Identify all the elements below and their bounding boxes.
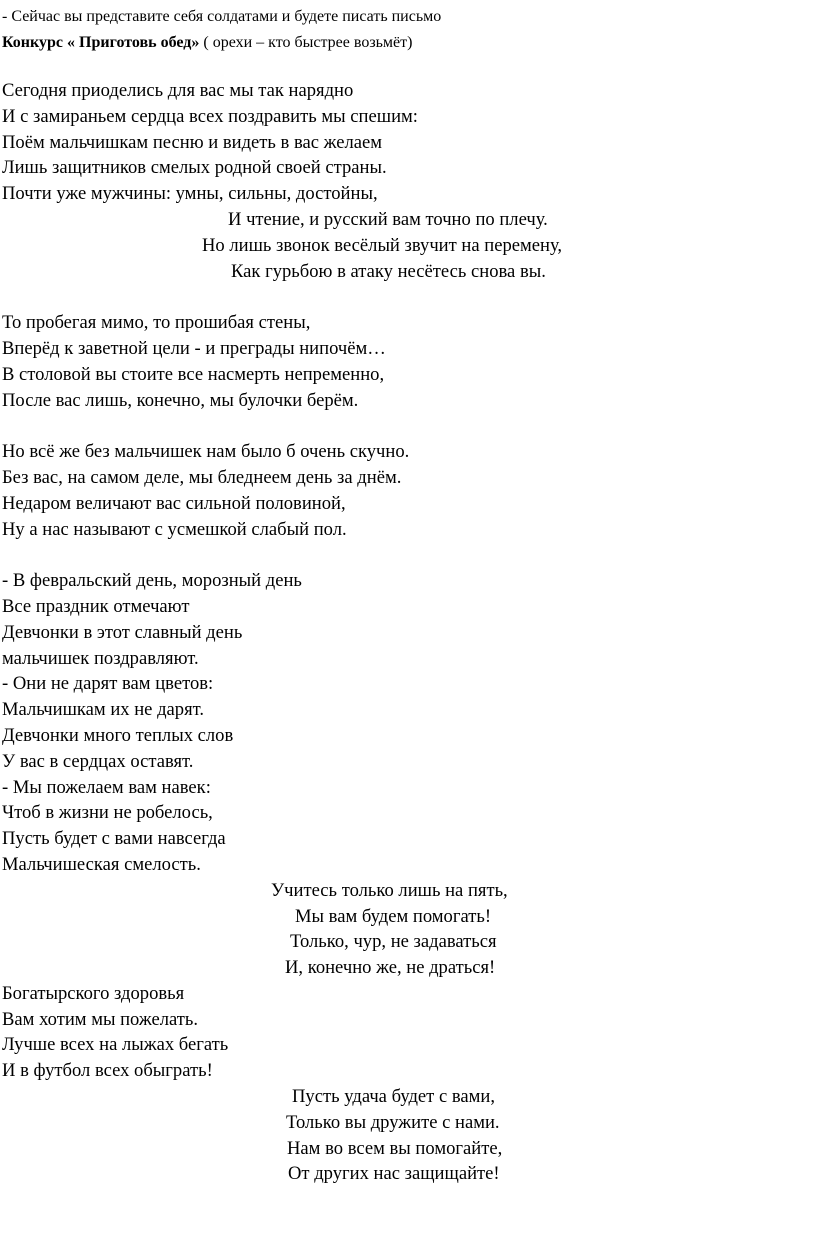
poem-line: Вперёд к заветной цели - и преграды нипочём… [2,337,386,359]
poem-line: У вас в сердцах оставят. [2,750,194,772]
contest-note: ( орехи – кто быстрее возьмёт) [199,34,413,51]
poem-line: Пусть удача будет с вами, [292,1086,495,1108]
poem-line: После вас лишь, конечно, мы булочки берём. [2,389,359,411]
poem-line: Но лишь звонок весёлый звучит на перемену, [202,234,563,256]
poem-line: Мы вам будем помогать! [295,905,492,927]
poem-line: Чтоб в жизни не робелось, [2,802,213,824]
poem-line: мальчишек поздравляют. [2,647,199,669]
poem-line: То пробегая мимо, то прошибая стены, [2,312,311,334]
stanza-gap [2,413,812,439]
poem-line: Но всё же без мальчишек нам было б очень скучно. [2,441,410,463]
intro-instruction: - Сейчас вы представите себя солдатами и будете писать письмо [2,8,442,25]
poem-line: Как гурьбою в атаку несётесь снова вы. [231,260,546,282]
contest-line [2,33,412,53]
poem-line: Мальчишкам их не дарят. [2,699,205,721]
poem-line: И, конечно же, не драться! [285,957,496,979]
poem-line: И с замираньем сердца всех поздравить мы спешим: [2,105,418,127]
stanza-4 [2,568,812,1187]
poem-line: Поём мальчишкам песню и видеть в вас желаем [2,131,383,153]
stanza-gap [2,542,812,568]
stanza-gap [2,284,812,310]
poem-line: - В февральский день, морозный день [2,570,302,592]
poem-line: Все праздник отмечают [2,595,190,617]
poem-line: Учитесь только лишь на пять, [271,879,508,901]
poem-line: Девчонки много теплых слов [2,724,234,746]
poem-line: От других нас защищайте! [288,1163,500,1185]
poem-line: Недаром величают вас сильной половиной, [2,492,346,514]
poem-line: Пусть будет с вами навсегда [2,828,226,850]
poem-line: Лучше всех на лыжах бегать [2,1034,229,1056]
poem-line: Мальчишеская смелость. [2,853,201,875]
poem-line: Почти уже мужчины: умны, сильны, достойны, [2,183,378,205]
poem-line: Без вас, на самом деле, мы бледнеем день за днём. [2,466,402,488]
poem-line: Лишь защитников смелых родной своей страны. [2,157,387,179]
poem-line: Только вы дружите с нами. [286,1111,500,1133]
contest-title: Конкурс « Приготовь обед» [2,34,200,51]
stanza-3 [2,439,812,542]
poem-line: И в футбол всех обыграть! [2,1060,213,1082]
poem-line: Вам хотим мы пожелать. [2,1008,199,1030]
poem-line: В столовой вы стоите все насмерть непременно, [2,363,385,385]
stanza-1 [2,78,812,284]
poem-line: Сегодня приоделись для вас мы так нарядно [2,80,354,101]
poem-line: - Мы пожелаем вам навек: [2,776,211,798]
poem-line: И чтение, и русский вам точно по плечу. [228,208,548,230]
stanza-2 [2,310,812,413]
poem-line: Ну а нас называют с усмешкой слабый пол. [2,518,347,540]
poem-line: Девчонки в этот славный день [2,621,243,643]
poem-line: - Они не дарят вам цветов: [2,673,214,695]
poem-line: Богатырского здоровья [2,982,185,1004]
poem-line: Только, чур, не задаваться [290,931,497,953]
poem [2,78,812,1187]
poem-line: Нам во всем вы помогайте, [287,1137,503,1159]
